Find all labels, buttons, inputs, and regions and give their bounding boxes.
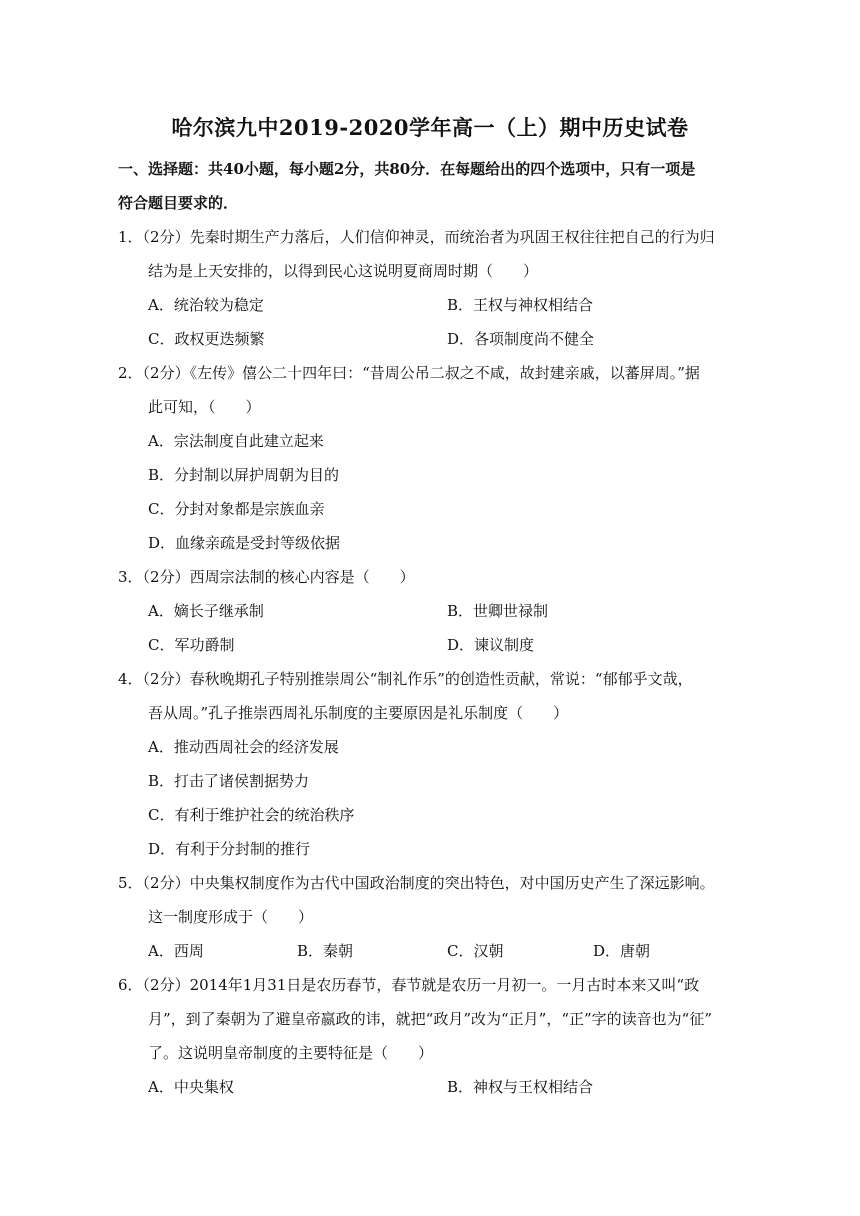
question-1-stem-line2: 结为是上天安排的，以得到民心这说明夏商周时期（ ）: [148, 262, 539, 280]
question-2-stem-line2: 此可知，（ ）: [148, 398, 261, 416]
section-instructions-line2: 符合题目要求的．: [118, 194, 239, 212]
question-6-stem-line1: 6．（2分）2014年1月31日是农历春节，春节就是农历一月初一。一月古时本来又叫“政: [118, 976, 700, 994]
question-2-option-b: B．分封制以屏护周朝为目的: [148, 466, 340, 484]
exam-title: 哈尔滨九中2019-2020学年高一（上）期中历史试卷: [171, 115, 689, 140]
question-3-stem-line1: 3．（2分）西周宗法制的核心内容是（ ）: [118, 568, 415, 586]
question-6-option-b: B．神权与王权相结合: [447, 1078, 594, 1096]
question-6-option-a: A．中央集权: [148, 1078, 234, 1096]
question-1-option-d: D．各项制度尚不健全: [447, 330, 595, 348]
question-4-option-a: A．推动西周社会的经济发展: [148, 738, 339, 756]
question-4-option-d: D．有利于分封制的推行: [148, 840, 311, 858]
question-2-option-a: A．宗法制度自此建立起来: [148, 432, 324, 450]
question-5-option-b: B．秦朝: [297, 942, 354, 960]
question-3-option-a: A．嫡长子继承制: [148, 602, 264, 620]
question-1-stem-line1: 1．（2分）先秦时期生产力落后，人们信仰神灵，而统治者为巩固王权往往把自己的行为归: [118, 228, 715, 246]
question-2-stem-line1: 2．（2分）《左传》僖公二十四年曰：“昔周公吊二叔之不咸，故封建亲戚，以蕃屏周。”据: [118, 364, 700, 382]
question-1-option-c: C．政权更迭频繁: [148, 330, 265, 348]
question-5-option-c: C．汉朝: [447, 942, 504, 960]
question-2-option-c: C．分封对象都是宗族血亲: [148, 500, 325, 518]
question-5-stem-line1: 5．（2分）中央集权制度作为古代中国政治制度的突出特色，对中国历史产生了深远影响。: [118, 874, 715, 892]
question-5-option-d: D．唐朝: [593, 942, 651, 960]
question-4-option-c: C．有利于维护社会的统治秩序: [148, 806, 355, 824]
question-3-option-c: C．军功爵制: [148, 636, 235, 654]
question-3-option-d: D．谏议制度: [447, 636, 535, 654]
question-5-option-a: A．西周: [148, 942, 204, 960]
section-instructions-line1: 一、选择题：共40小题，每小题2分，共80分．在每题给出的四个选项中，只有一项是: [118, 160, 696, 178]
question-1-option-b: B．王权与神权相结合: [447, 296, 594, 314]
question-1-option-a: A．统治较为稳定: [148, 296, 264, 314]
question-6-stem-line3: 了。这说明皇帝制度的主要特征是（ ）: [148, 1044, 434, 1062]
question-2-option-d: D．血缘亲疏是受封等级依据: [148, 534, 341, 552]
question-4-option-b: B．打击了诸侯割据势力: [148, 772, 310, 790]
question-6-stem-line2: 月”，到了秦朝为了避皇帝嬴政的讳，就把“政月”改为“正月”，“正”字的读音也为“征”: [148, 1010, 713, 1028]
question-3-option-b: B．世卿世禄制: [447, 602, 549, 620]
question-5-stem-line2: 这一制度形成于（ ）: [148, 908, 314, 926]
question-4-stem-line2: 吾从周。”孔子推崇西周礼乐制度的主要原因是礼乐制度（ ）: [148, 704, 569, 722]
question-4-stem-line1: 4．（2分）春秋晚期孔子特别推崇周公“制礼作乐”的创造性贡献，常说：“郁郁乎文哉，: [118, 670, 693, 688]
